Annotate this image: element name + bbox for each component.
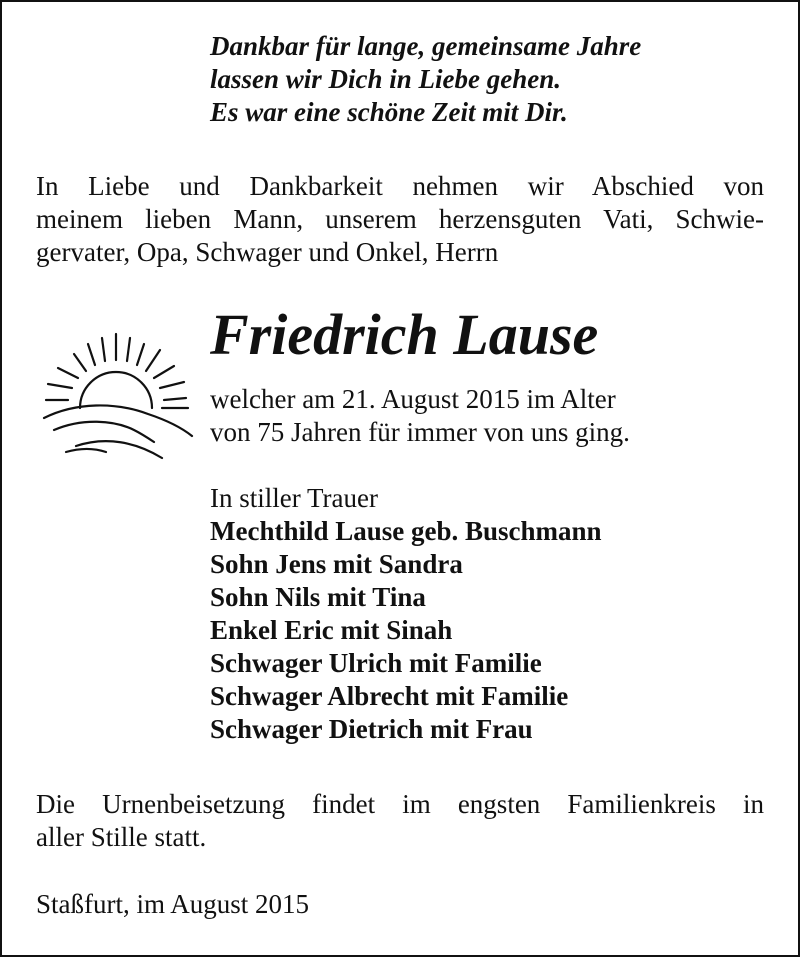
burial-line: Die Urnenbeisetzung findet im engsten Familienkreis in (36, 789, 764, 819)
deceased-name: Friedrich Lause (210, 302, 599, 367)
motto-verse (210, 30, 641, 129)
burial-notice (36, 788, 764, 854)
mourners-block (210, 482, 602, 746)
mourner-name: Schwager Albrecht mit Familie (210, 681, 569, 711)
death-line: welcher am 21. August 2015 im Alter (210, 384, 616, 414)
death-statement (210, 383, 630, 449)
intro-line: In Liebe und Dankbarkeit nehmen wir Abschied von (36, 171, 764, 201)
mourner-name: Sohn Nils mit Tina (210, 582, 426, 612)
mourner-name: Schwager Ulrich mit Familie (210, 648, 542, 678)
death-line: von 75 Jahren für immer von uns ging. (210, 417, 630, 447)
mourners-label: In stiller Trauer (210, 483, 378, 513)
motto-line: Dankbar für lange, gemeinsame Jahre (210, 31, 642, 61)
burial-line: aller Stille statt. (36, 822, 207, 852)
intro-paragraph (36, 170, 764, 269)
mourners-list (210, 515, 602, 746)
place-and-date: Staßfurt, im August 2015 (36, 889, 310, 919)
intro-line: gervater, Opa, Schwager und Onkel, Herrn (36, 237, 499, 267)
sunset-over-hills-icon (36, 324, 196, 466)
mourner-name: Schwager Dietrich mit Frau (210, 714, 533, 744)
mourner-name: Sohn Jens mit Sandra (210, 549, 463, 579)
motto-line: Es war eine schöne Zeit mit Dir. (210, 97, 568, 127)
mourner-name: Enkel Eric mit Sinah (210, 615, 453, 645)
mourner-name: Mechthild Lause geb. Buschmann (210, 516, 602, 546)
intro-line: meinem lieben Mann, unserem herzensguten Vati, Schwie- (36, 204, 764, 234)
motto-line: lassen wir Dich in Liebe gehen. (210, 64, 562, 94)
